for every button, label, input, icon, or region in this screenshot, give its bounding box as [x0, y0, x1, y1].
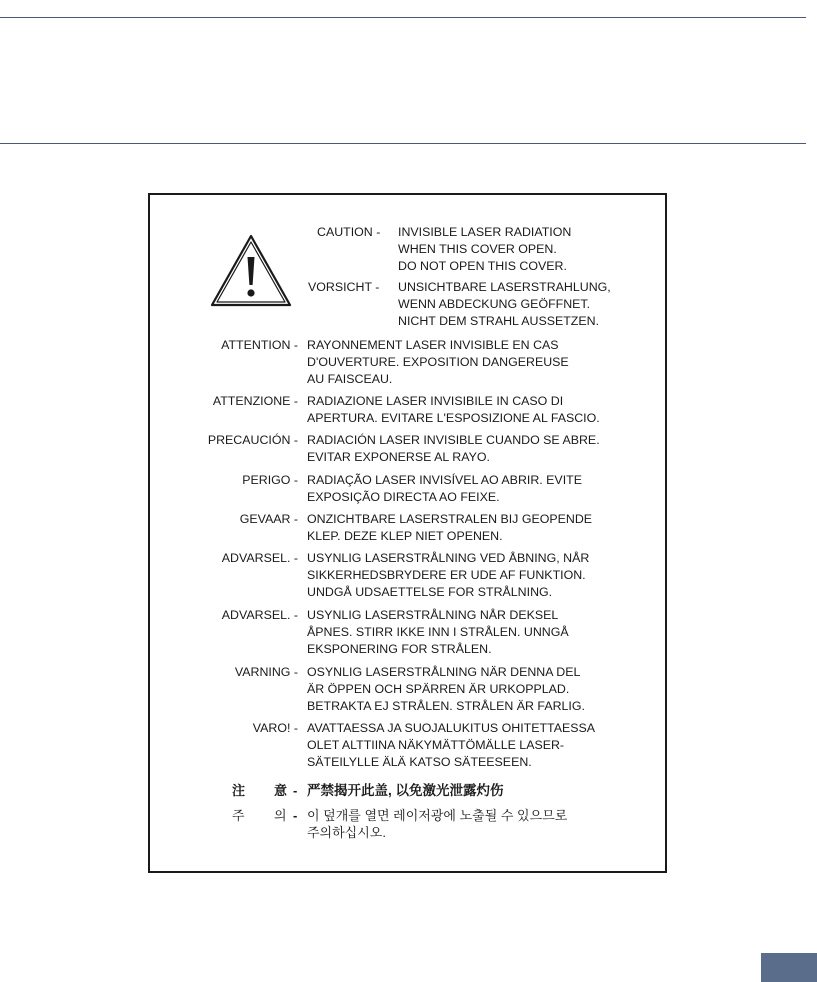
advarsel-no-line: USYNLIG LASERSTRÅLNING NÅR DEKSEL [307, 608, 559, 622]
precaucion-line: EVITAR EXPONERSE AL RAYO. [307, 450, 490, 464]
header-rule-top [0, 17, 806, 18]
varo-line: OLET ALTTIINA NÄKYMÄTTÖMÄLLE LASER- [307, 738, 565, 752]
attention-line: AU FAISCEAU. [307, 372, 393, 386]
advarsel-da-line: USYNLIG LASERSTRÅLNING VED ÅBNING, NÅR [307, 551, 590, 565]
warning-triangle-icon [209, 233, 293, 309]
advarsel-da-line: UNDGÅ UDSAETTELSE FOR STRÅLNING. [307, 585, 553, 599]
caution-label: CAUTION - [317, 225, 381, 239]
caution-text [398, 224, 571, 275]
korean-label-char-b: 의 [274, 808, 287, 823]
chinese-text [307, 782, 504, 799]
vorsicht-label: VORSICHT - [308, 280, 380, 294]
advarsel-no-line: ÅPNES. STIRR IKKE INN I STRÅLEN. UNNGÅ [307, 625, 569, 639]
korean-line: 주의하십시오. [307, 825, 386, 840]
varning-line: BETRAKTA EJ STRÅLEN. STRÅLEN ÄR FARLIG. [307, 699, 585, 713]
chinese-label-char-b: 意 [274, 783, 288, 798]
vorsicht-line: UNSICHTBARE LASERSTRAHLUNG, [398, 280, 611, 294]
header-rule-bottom [0, 143, 806, 144]
korean-label-char-a: 주 [232, 808, 245, 823]
korean-line: 이 덮개를 열면 레이저광에 노출될 수 있으므로 [307, 808, 568, 823]
korean-text [307, 807, 567, 841]
attention-text [307, 337, 569, 388]
advarsel-da-label: ADVARSEL. - [221, 551, 298, 565]
attenzione-label: ATTENZIONE - [212, 394, 298, 408]
varo-label: VARO! - [252, 721, 298, 735]
perigo-line: EXPOSIÇÃO DIRECTA AO FEIXE. [307, 490, 500, 504]
page-tab-marker [761, 953, 817, 982]
advarsel-no-line: EKSPONERING FOR STRÅLEN. [307, 642, 492, 656]
gevaar-line: KLEP. DEZE KLEP NIET OPENEN. [307, 529, 503, 543]
attenzione-text [307, 393, 600, 427]
advarsel-no-label: ADVARSEL. - [221, 608, 298, 622]
advarsel-da-text [307, 550, 589, 601]
varo-text [307, 720, 595, 771]
chinese-label-dash: - [293, 783, 298, 798]
laser-warning-label [148, 193, 667, 873]
attention-line: D'OUVERTURE. EXPOSITION DANGEREUSE [307, 355, 569, 369]
vorsicht-line: NICHT DEM STRAHL AUSSETZEN. [398, 314, 600, 328]
caution-line: DO NOT OPEN THIS COVER. [398, 259, 567, 273]
korean-label-dash: - [293, 808, 298, 823]
vorsicht-text [398, 279, 611, 330]
vorsicht-line: WENN ABDECKUNG GEÖFFNET. [398, 297, 591, 311]
precaucion-line: RADIACIÓN LASER INVISIBLE CUANDO SE ABRE. [307, 433, 600, 447]
caution-line: WHEN THIS COVER OPEN. [398, 242, 557, 256]
varning-label: VARNING - [234, 665, 298, 679]
varning-line: ÄR ÖPPEN OCH SPÄRREN ÄR URKOPPLAD. [307, 682, 570, 696]
precaucion-label: PRECAUCIÓN - [207, 433, 298, 447]
attention-line: RAYONNEMENT LASER INVISIBLE EN CAS [307, 338, 559, 352]
gevaar-line: ONZICHTBARE LASERSTRALEN BIJ GEOPENDE [307, 512, 593, 526]
perigo-text [307, 472, 582, 506]
advarsel-no-text [307, 607, 569, 658]
varning-text [307, 664, 585, 715]
precaucion-text [307, 432, 600, 466]
attenzione-line: RADIAZIONE LASER INVISIBILE IN CASO DI [307, 394, 564, 408]
varo-line: AVATTAESSA JA SUOJALUKITUS OHITETTAESSA [307, 721, 596, 735]
varning-line: OSYNLIG LASERSTRÅLNING NÄR DENNA DEL [307, 665, 581, 679]
chinese-line: 严禁揭开此盖, 以免激光泄露灼伤 [307, 783, 504, 798]
perigo-label: PERIGO - [242, 473, 298, 487]
attention-label: ATTENTION - [221, 338, 298, 352]
attenzione-line: APERTURA. EVITARE L'ESPOSIZIONE AL FASCIO. [307, 411, 600, 425]
advarsel-da-line: SIKKERHEDSBRYDERE ER UDE AF FUNKTION. [307, 568, 586, 582]
gevaar-label: GEVAAR - [239, 512, 298, 526]
caution-line: INVISIBLE LASER RADIATION [398, 225, 572, 239]
gevaar-text [307, 511, 592, 545]
chinese-label-char-a: 注 [232, 783, 246, 798]
perigo-line: RADIAÇÃO LASER INVISÍVEL AO ABRIR. EVITE [307, 473, 582, 487]
varo-line: SÄTEILYLLE ÄLÄ KATSO SÄTEESEEN. [307, 755, 532, 769]
